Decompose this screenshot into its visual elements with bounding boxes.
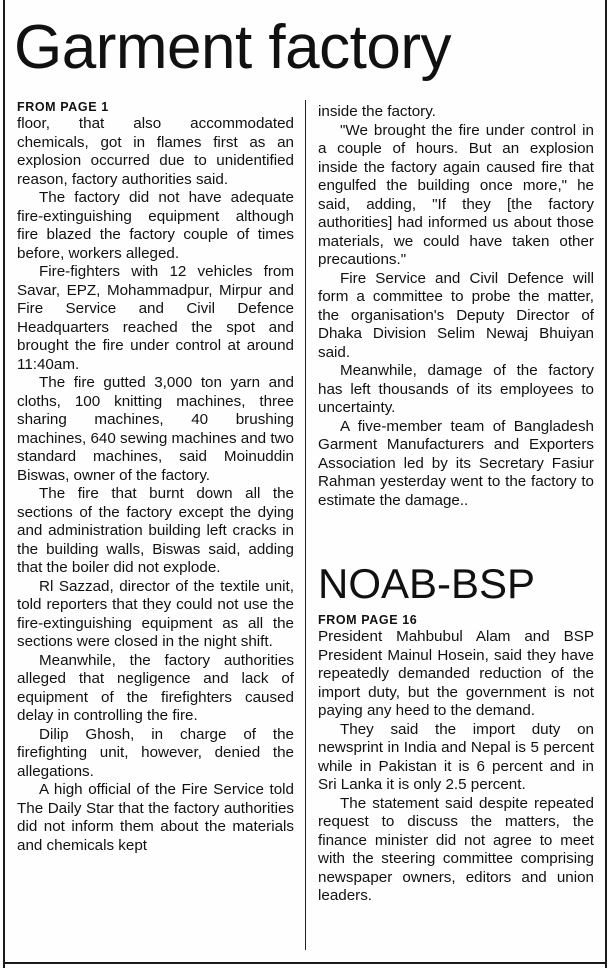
jump-kicker: FROM PAGE 1 (17, 100, 109, 114)
column-divider (305, 100, 306, 950)
article-paragraph: Fire Service and Civil Defence will form a committee to probe the matter, the organisation's Deputy Director of Dhaka Division Selim Newaj Bhuiyan said. (318, 269, 594, 361)
article-paragraph: A five-member team of Bangladesh Garment Manufacturers and Exporters Association led by its Secretary Fasiur Rahman yesterday went to the factory to estimate the damage.. (318, 417, 594, 509)
jump-kicker: FROM PAGE 16 (318, 613, 418, 627)
article-paragraph: Meanwhile, the factory authorities alleged that negligence and lack of equipment of the firefighters caused delay in controlling the fire. (17, 651, 294, 724)
article-headline: Garment factory (14, 13, 451, 82)
article-paragraph: Meanwhile, damage of the factory has left thousands of its employees to uncertainty. (318, 362, 594, 416)
article-paragraph: The factory did not have adequate fire-extinguishing equipment although fire blazed the factory couple of times before, workers alleged. (17, 189, 294, 262)
article-paragraph: A high official of the Fire Service told The Daily Star that the factory authorities did not inform them about the materials and chemicals kept (17, 781, 294, 854)
article-paragraph: The fire that burnt down all the sections of the factory except the dying and administration building left cracks in the building walls, Biswas said, adding that the boiler did not explode. (17, 485, 294, 576)
article-column-right (318, 103, 594, 510)
article-paragraph: The fire gutted 3,000 ton yarn and cloths, 100 knitting machines, three sharing machines, 40 brushing machines, 640 sewing machines and two standard machines, said Moinuddin Biswas, owner of the factory. (17, 374, 294, 484)
article-paragraph: Rl Sazzad, director of the textile unit, told reporters that they could not use the fire-extinguishing equipment as all the sections were closed in the night shift. (17, 577, 294, 650)
article-paragraph: inside the factory. (318, 103, 436, 120)
left-border-rule (3, 0, 5, 968)
article-paragraph: Dilip Ghosh, in charge of the firefighting unit, however, denied the allegations. (17, 725, 294, 780)
article-column-left (17, 99, 294, 855)
article-paragraph: Fire-fighters with 12 vehicles from Savar, EPZ, Mohammadpur, Mirpur and Fire Service and Civil Defence Headquarters reached the spot and brought the fire under control at around 11:40am. (17, 263, 294, 373)
second-article-body (318, 612, 594, 906)
article-paragraph: They said the import duty on newsprint in India and Nepal is 5 percent while in Pakistan it is 6 percent and in Sri Lanka it is only 2.5 percent. (318, 720, 594, 793)
article-paragraph: "We brought the fire under control in a couple of hours. But an explosion inside the factory again caused fire that engulfed the building once more," he said, adding, "If they [the factory authorities] had informed us about those materials, we could have taken other precautions." (318, 121, 594, 268)
second-article-headline: NOAB-BSP (318, 560, 536, 607)
right-border-rule (605, 0, 607, 968)
article-paragraph: The statement said despite repeated request to discuss the matters, the finance minister did not agree to meet with the steering committee comprising newspaper owners, editors and union leaders. (318, 794, 594, 904)
article-paragraph: President Mahbubul Alam and BSP President Mainul Hosein, said they have repeatedly demanded reduction of the import duty, but the government is not paying any heed to the demand. (318, 628, 594, 719)
bottom-border-rule (3, 962, 607, 964)
article-paragraph: floor, that also accommodated chemicals, got in flames first as an explosion occurred due to unidentified reason, factory authorities said. (17, 115, 294, 188)
